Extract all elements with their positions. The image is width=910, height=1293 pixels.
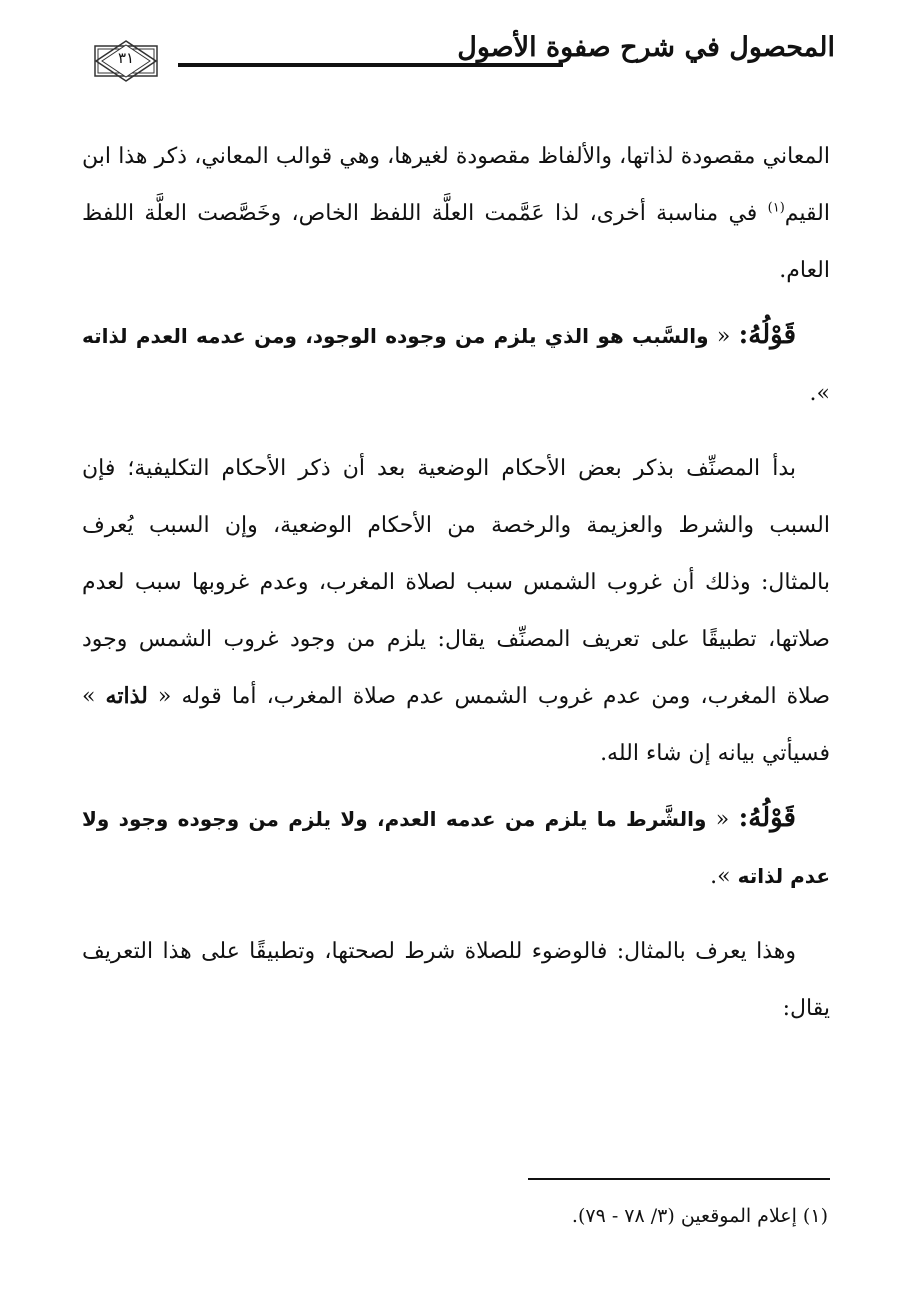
quote-1-lead: قَوْلُهُ: — [738, 320, 796, 350]
paragraph-3: وهذا يعرف بالمثال: فالوضوء للصلاة شرط لصحتها، وتطبيقًا على هذا التعريف يقال: — [82, 939, 830, 1021]
page-body — [82, 128, 830, 1037]
quote-2-lead: قَوْلُهُ: — [738, 803, 796, 833]
quote-2-close: ». — [710, 864, 738, 889]
quote-1 — [82, 307, 830, 422]
page-number-badge — [94, 40, 158, 82]
page-number: ٣١ — [117, 49, 135, 67]
quote-1-close: ». — [809, 381, 830, 406]
book-title: المحصول في شرح صفوة الأصول — [457, 32, 835, 63]
paragraph-2-end-bold: لذاته — [105, 683, 148, 709]
footnote-reference: (١) — [767, 200, 785, 216]
quote-2-open: « — [706, 807, 739, 832]
header-rule — [178, 63, 563, 67]
quote-1-text: والسَّبب هو الذي يلزم من وجوده الوجود، ومن عدمه العدم لذاته — [82, 324, 709, 348]
paragraph-2 — [82, 440, 830, 782]
paragraph-2-text: بدأ المصنِّف بذكر بعض الأحكام الوضعية بعد أن ذكر الأحكام التكليفية؛ فإن السبب والشرط والعزيمة والرخصة من الأحكام الوضعية، وإن السبب يُعرف بالمثال: وذلك أن غروب الشمس سبب لصلاة المغرب، وعدم غروبها سبب لعدم صلاتها، تطبيقًا على تعريف المصنِّف يقال: يلزم من وجود غروب الشمس وجود صلاة المغرب، ومن عدم غروب الشمس عدم صلاة المغرب، — [82, 456, 831, 709]
paragraph-1-text-a: المعاني مقصودة لذاتها، والألفاظ مقصودة لغيرها، وهي قوالب المعاني، ذكر هذا ابن القيم — [82, 144, 830, 226]
quote-2-text: والشَّرط ما يلزم من عدمه العدم، ولا يلزم من وجوده وجود ولا عدم لذاته — [82, 807, 830, 888]
paragraph-1 — [82, 128, 830, 299]
footnote-rule — [528, 1178, 830, 1180]
footnote: (١) إعلام الموقعين (٣/ ٧٨ - ٧٩). — [571, 1205, 828, 1227]
paragraph-2-end-a: أما قوله « — [147, 684, 267, 709]
quote-2 — [82, 790, 830, 905]
quote-1-open: « — [708, 324, 739, 349]
page-header — [80, 30, 835, 90]
paragraph-2-end-b: » فسيأتي بيانه إن شاء الله. — [82, 684, 830, 766]
paragraph-1-text-b: في مناسبة أخرى، لذا عَمَّمت العلَّة اللفظ الخاص، وخَصَّصت العلَّة اللفظ العام. — [82, 201, 830, 283]
